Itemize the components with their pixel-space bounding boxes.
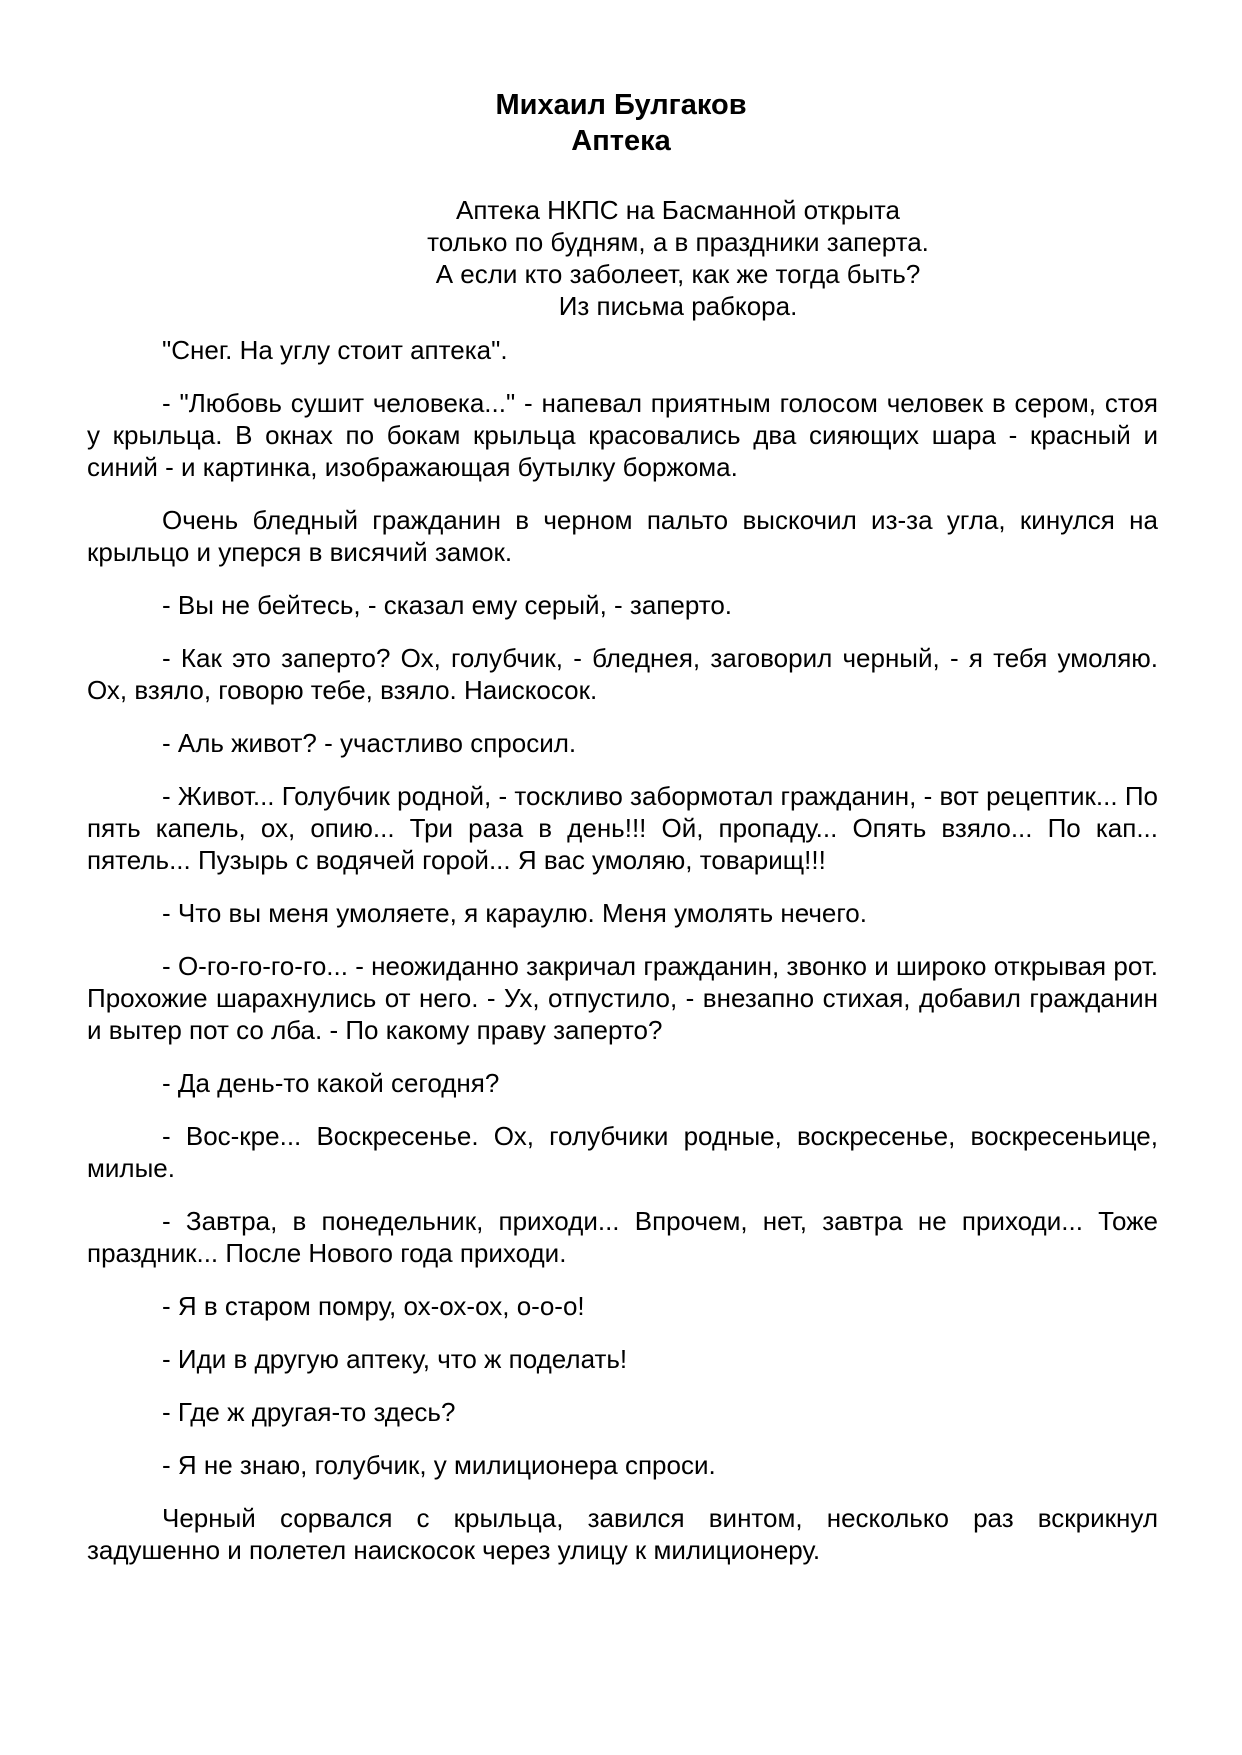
paragraph: - Вос-кре... Воскресенье. Ох, голубчики родные, воскресенье, воскресеньице, милые. (87, 1121, 1158, 1183)
epigraph-line: Аптека НКПС на Басманной открыта (456, 195, 900, 225)
epigraph (378, 194, 978, 322)
paragraph: - Иди в другую аптеку, что ж поделать! (162, 1344, 628, 1374)
paragraph: - Как это заперто? Ох, голубчик, - бледнея, заговорил черный, - я тебя умоляю. Ох, взяло, говорю тебе, взяло. Наискосок. (87, 643, 1158, 705)
epigraph-line: только по будням, а в праздники заперта. (427, 227, 929, 257)
author-name: Михаил Булгаков (495, 89, 747, 121)
paragraph: - Живот... Голубчик родной, - тоскливо забормотал гражданин, - вот рецептик... По пять капель, ох, опию... Три раза в день!!! Ой, пропаду... Опять взяло... По кап... пятель... Пузырь с водячей горой... Я вас умоляю, товарищ!!! (87, 781, 1158, 875)
paragraph: - Что вы меня умоляете, я караулю. Меня умолять нечего. (162, 898, 867, 928)
epigraph-line: А если кто заболеет, как же тогда быть? (435, 259, 921, 289)
story-title: Аптека (571, 125, 671, 157)
paragraph: - Вы не бейтесь, - сказал ему серый, - заперто. (162, 590, 733, 620)
paragraph: - Где ж другая-то здесь? (162, 1397, 456, 1427)
paragraph: - Завтра, в понедельник, приходи... Впрочем, нет, завтра не приходи... Тоже праздник... После Нового года приходи. (87, 1206, 1158, 1268)
paragraph: - О-го-го-го-го... - неожиданно закричал гражданин, звонко и широко открывая рот. Прохожие шарахнулись от него. - Ух, отпустило, - внезапно стихая, добавил гражданин и вытер пот со лба. - По какому праву заперто? (87, 951, 1158, 1045)
paragraph: Черный сорвался с крыльца, завился винтом, несколько раз вскрикнул задушенно и полетел наискосок через улицу к милиционеру. (87, 1503, 1158, 1565)
paragraph: - Я не знаю, голубчик, у милиционера спроси. (162, 1450, 716, 1480)
epigraph-source: Из письма рабкора. (558, 291, 798, 321)
paragraph: - Я в старом помру, ох-ох-ох, о-о-о! (162, 1291, 585, 1321)
paragraph: - Аль живот? - участливо спросил. (162, 728, 577, 758)
paragraph: Очень бледный гражданин в черном пальто выскочил из-за угла, кинулся на крыльцо и уперся в висячий замок. (87, 505, 1158, 567)
story-body (87, 334, 1158, 1587)
paragraph: - "Любовь сушит человека..." - напевал приятным голосом человек в сером, стоя у крыльца. В окнах по бокам крыльца красовались два сияющих шара - красный и синий - и картинка, изображающая бутылку боржома. (87, 388, 1158, 482)
paragraph: "Снег. На углу стоит аптека". (162, 335, 508, 365)
paragraph: - Да день-то какой сегодня? (162, 1068, 500, 1098)
